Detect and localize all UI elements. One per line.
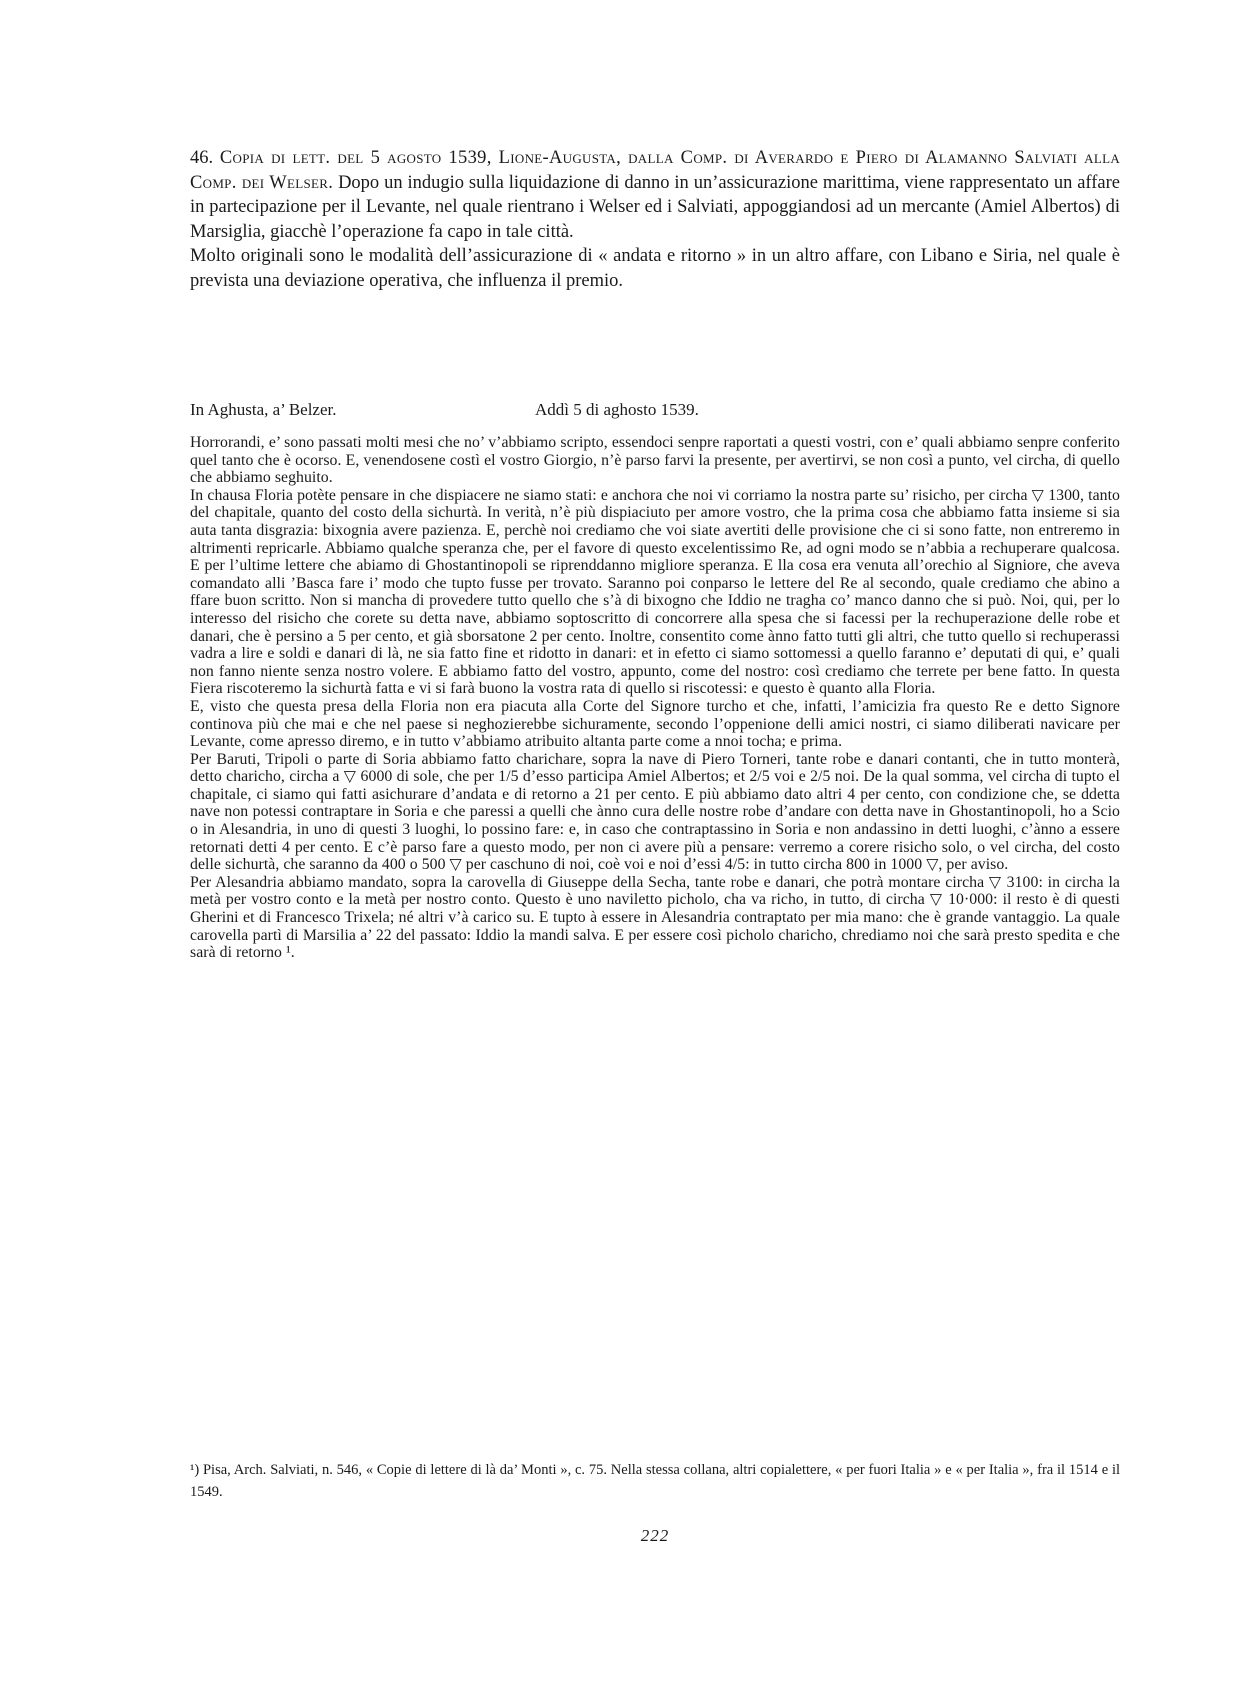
page-number: 222: [640, 1526, 670, 1545]
letter-paragraph: E, visto che questa presa della Floria non era piacuta alla Corte del Signore turcho et che, infatti, l’amicizia fra questo Re e detto Signore continova più che mai e che nel paese si neghozierebbe sichuramente, secondo l’oppenione delli amici nostri, ci siamo diliberati navicare per Levante, come apresso diremo, e in tutto v’abbiamo atribuito altanta parte come a nnoi tocha; e prima.: [190, 697, 1120, 751]
dateline-date: Addì 5 di aghosto 1539.: [535, 400, 699, 419]
dateline: [190, 400, 1120, 424]
intro-paragraph-2: Molto originali sono le modalità dell’assicurazione di « andata e ritorno » in un altro affare, con Libano e Siria, nel quale è prevista una deviazione operativa, che influenza il premio.: [190, 246, 1120, 291]
document-heading: Copia di lett. del 5 agosto 1539, Lione-Augusta, dalla Comp. di Averardo e Piero di Alamanno Salviati alla Comp. dei Welser.: [190, 148, 1121, 193]
dateline-place: In Aghusta, a’ Belzer.: [190, 400, 337, 419]
letter-paragraph: Per Baruti, Tripoli o parte di Soria abbiamo fatto charichare, sopra la nave di Piero Torneri, tante robe e danari contanti, che in tutto monterà, detto charicho, circha a ▽ 6000 di sole, che per 1/5 d’esso participa Amiel Albertos; et 2/5 voi e 2/5 noi. De la qual somma, vel circha di tupto el chapitale, ci siamo qui fatti asichurare d’andata e di retorno a 21 per cento. E più abbiamo dato altri 4 per cento, con condizione che, se ddetta nave non potessi contraptare in Soria e che paressi a quelli che ànno cura delle nostre robe d’andare con detta nave in Ghostantinopoli, ho a Scio o in Alesandria, in uno di questi 3 luoghi, lo possino fare: e, in caso che contraptassino in Soria e non andassino in detti luoghi, c’ànno a essere retornati detti 4 per cento. E c’è parso fare a questo modo, per non ci avere più a pensare: verremo a corere risicho solo, o vel circha, del costo delle sichurtà, che saranno da 400 o 500 ▽ per caschuno di noi, coè voi e noi d’essi 4/5: in tutto circha 800 in 1000 ▽, per aviso.: [190, 750, 1120, 874]
footnote-text: ¹) Pisa, Arch. Salviati, n. 546, « Copie di lettere di là da’ Monti », c. 75. Nella stessa collana, altri copialettere, « per fuori Italia » e « per Italia », fra il 1514 e il 1549.: [190, 1462, 1120, 1500]
letter-paragraph: Per Alesandria abbiamo mandato, sopra la carovella di Giuseppe della Secha, tante robe e danari, che potrà montare circha ▽ 3100: in circha la metà per vostro conto e la metà per nostro conto. Questo è uno naviletto picholo, cha va richo, in tutto, di circha ▽ 10·000: il resto è di questi Gherini et di Francesco Trixela; né altri v’à carico su. E tupto à essere in Alesandria contraptato per mia mano: che è grande vantaggio. La quale carovella partì di Marsilia a’ 22 del passato: Iddio la mandi salva. E per essere così picholo charicho, chrediamo noi che sarà presto spedita e che sarà di retorno ¹.: [190, 873, 1120, 962]
letter-paragraph: In chausa Floria potète pensare in che dispiacere ne siamo stati: e anchora che noi vi corriamo la nostra parte su’ risicho, per circha ▽ 1300, tanto del chapitale, quanto del costo della sichurtà. In verità, n’è più dispiaciuto per amore vostro, che la prima cosa che abbiamo fatta insieme si sia auta tanta disgrazia: bixognia avere pazienza. E, perchè noi crediamo che voi siate avertiti delle provisione che ci si sono fatte, non entreremo in altrimenti repricarle. Abbiamo qualche speranza che, per el favore di questo excelentissimo Re, ad ogni modo se n’abbia a rechuperare qualcosa. E per l’ultime lettere che abiamo di Ghostantinopoli se riprenddanno migliore speranza. E lla cosa era venuta all’orechio al Signiore, che aveva comandato alli ’Basca fare i’ modo che tupto fusse per trovato. Saranno poi conparso le lettere del Re al secondo, quale crediamo che abino a ffare buon scritto. Non si mancha di provedere tutto quello che s’à di bixogno che Iddio ne tragha co’ manco danno che si può. Noi, qui, per lo interesso del risicho che corete su detta nave, abbiamo soptoscritto di concorrere alla spesa che si facessi per la rechuperazione delle robe et danari, che è persino a 5 per cento, et già sborsatone 2 per cento. Inoltre, consentito come ànno fatto tutti gli altri, che tutto quello si rechuperassi vadra a lire e soldi e danari di là, ne sia fatto fine et ridotto in danari: et in efetto ci siamo sottomessi a quello faranno e’ deputati di qui, e’ quali non fanno niente senza nostro volere. E abbiamo fatto del vostro, appunto, come del nostro: così crediamo che terrete per bene fatto. In questa Fiera riscoteremo la sichurtà fatta e vi si farà buono la vostra rata di quello si riscotessi: e questo è quanto alla Floria.: [190, 486, 1120, 698]
footnote: [190, 1459, 1120, 1503]
document-intro: [190, 146, 1120, 293]
intro-summary: Dopo un indugio sulla liquidazione di danno in un’assicurazione marittima, viene rappresentato un affare in partecipazione per il Levante, nel quale rientrano i Welser ed i Salviati, appoggiandosi ad un mercante (Amiel Albertos) di Marsiglia, giacchè l’operazione fa capo in tale città.: [190, 172, 1120, 242]
document-page: [190, 0, 1120, 1700]
letter-body: [190, 434, 1120, 962]
document-number: 46.: [190, 148, 214, 168]
intro-paragraph-1: [190, 146, 1120, 244]
letter-paragraph: Horrorandi, e’ sono passati molti mesi che no’ v’abbiamo scripto, essendoci senpre raportati a questi vostri, con e’ quali abbiamo senpre conferito quel tanto che è ocorso. E, venendosene costì el vostro Giorgio, n’è parso farvi la presente, per avertirvi, se non così a punto, vel circha, di quello che abbiamo seghuito.: [190, 434, 1120, 487]
